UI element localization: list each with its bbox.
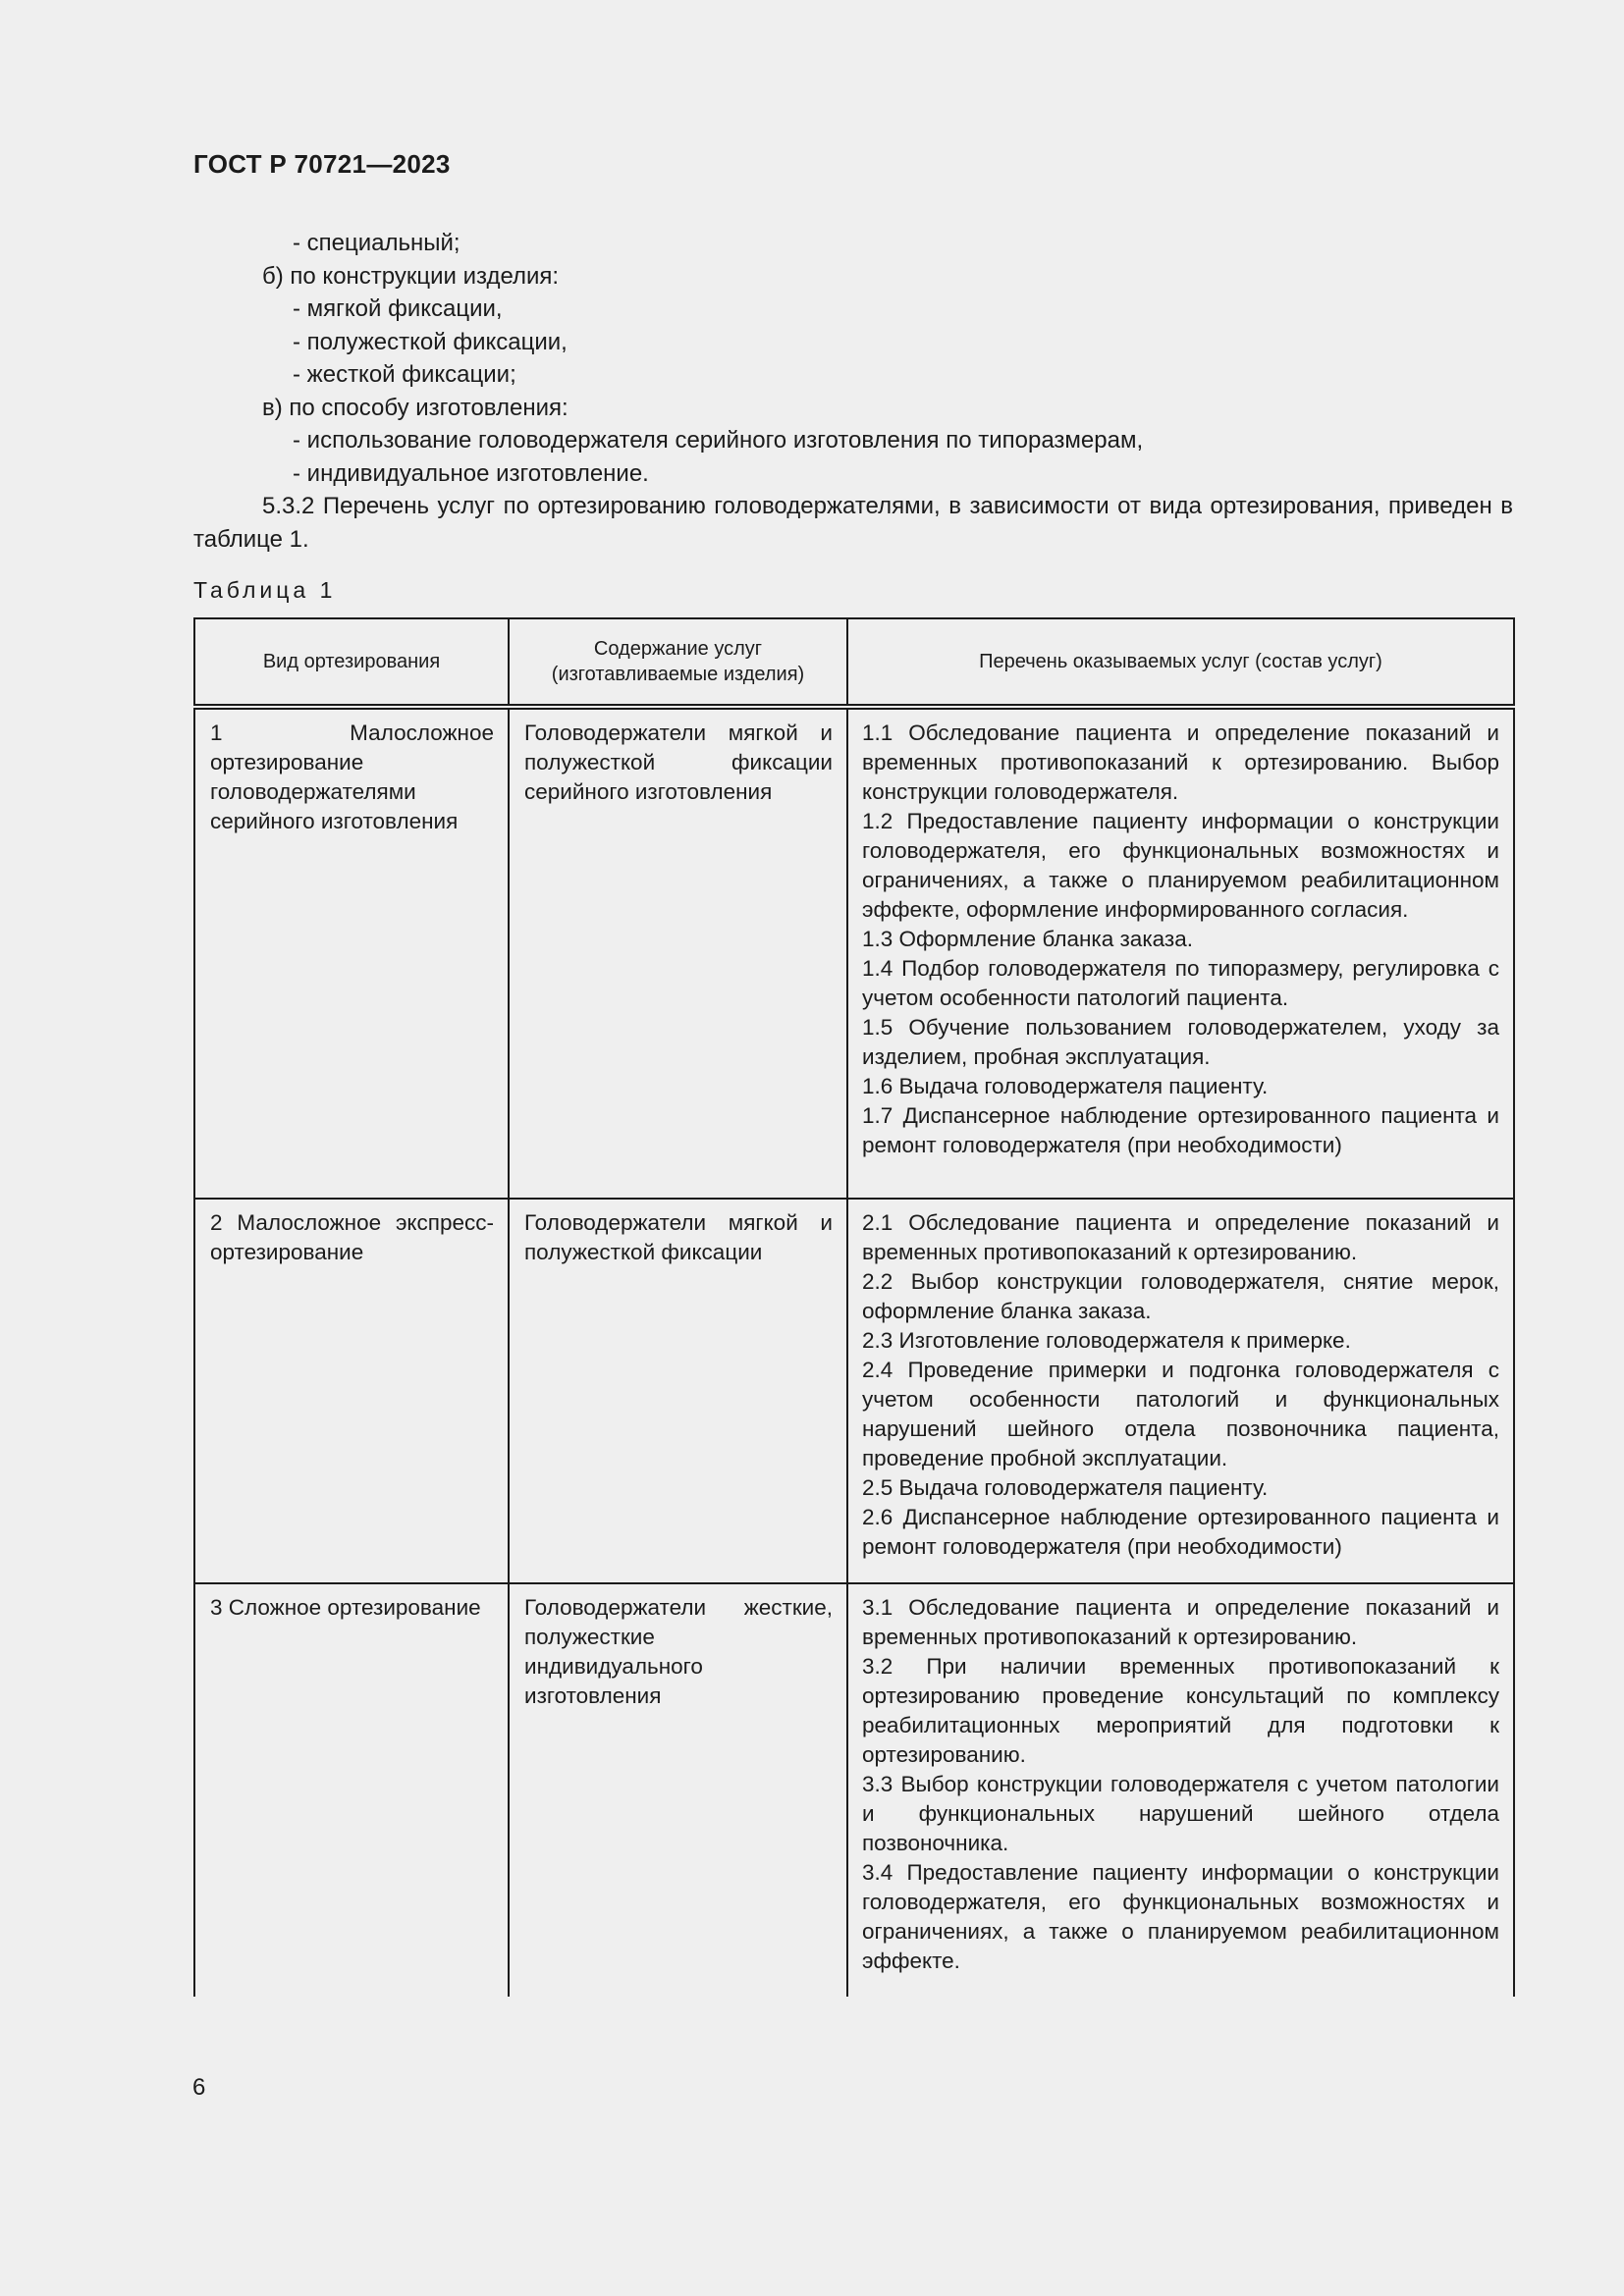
document-title: ГОСТ Р 70721—2023	[193, 149, 451, 179]
cell-content: Головодержатели мягкой и полужесткой фиксации серийного изготовления	[509, 707, 847, 1199]
cell-content: Головодержатели мягкой и полужесткой фиксации	[509, 1199, 847, 1583]
service-item: 1.1 Обследование пациента и определение показаний и временных противопоказаний к ортезированию. Выбор конструкции головодержателя.	[862, 721, 1499, 804]
cell-type: 2 Малосложное экспресс-ортезирование	[194, 1199, 509, 1583]
cell-type: 3 Сложное ортезирование	[194, 1583, 509, 1997]
table-row	[194, 1583, 1514, 1997]
service-item: 1.6 Выдача головодержателя пациенту.	[862, 1074, 1269, 1098]
service-item: 1.3 Оформление бланка заказа.	[862, 927, 1193, 951]
list-item: - жесткой фиксации;	[293, 361, 516, 388]
service-item: 2.2 Выбор конструкции головодержателя, снятие мерок, оформление бланка заказа.	[862, 1269, 1499, 1323]
list-item: - использование головодержателя серийного изготовления по типоразмерам,	[293, 427, 1144, 454]
service-item: 1.4 Подбор головодержателя по типоразмеру, регулировка с учетом особенности патологий пациента.	[862, 956, 1499, 1010]
list-item: - мягкой фиксации,	[293, 295, 503, 322]
service-item: 3.3 Выбор конструкции головодержателя с учетом патологии и функциональных нарушений шейного отдела позвоночника.	[862, 1772, 1499, 1855]
list-item: в) по способу изготовления:	[262, 394, 568, 421]
cell-content: Головодержатели жесткие, полужесткие индивидуального изготовления	[509, 1583, 847, 1997]
service-item: 2.4 Проведение примерки и подгонка головодержателя с учетом особенности патологий и функциональных нарушений шейного отдела позвоночника пациента, проведение пробной эксплуатации.	[862, 1358, 1499, 1470]
service-item: 1.5 Обучение пользованием головодержателем, уходу за изделием, пробная эксплуатация.	[862, 1015, 1499, 1069]
list-item: - специальный;	[293, 230, 460, 256]
page-number: 6	[192, 2074, 206, 2101]
cell-services	[847, 707, 1514, 1199]
header-content: Содержание услуг (изготавливаемые изделия)	[509, 618, 847, 707]
service-item: 1.2 Предоставление пациенту информации о конструкции головодержателя, его функциональных возможностях и ограничениях, а также о планируемом реабилитационном эффекте, оформление информированного согласия.	[862, 809, 1499, 922]
services-table	[193, 617, 1515, 1997]
service-item: 2.6 Диспансерное наблюдение ортезированного пациента и ремонт головодержателя (при необходимости)	[862, 1505, 1499, 1559]
service-item: 3.2 При наличии временных противопоказаний к ортезированию проведение консультаций по комплексу реабилитационных мероприятий для подготовки к ортезированию.	[862, 1654, 1499, 1767]
cell-services	[847, 1199, 1514, 1583]
cell-type: 1 Малосложное ортезирование головодержателями серийного изготовления	[194, 707, 509, 1199]
table-row	[194, 707, 1514, 1199]
header-services: Перечень оказываемых услуг (состав услуг)	[847, 618, 1514, 707]
service-item: 1.7 Диспансерное наблюдение ортезированного пациента и ремонт головодержателя (при необходимости)	[862, 1103, 1499, 1157]
list-item: - индивидуальное изготовление.	[293, 459, 649, 487]
table-row	[194, 1199, 1514, 1583]
list-item: б) по конструкции изделия:	[262, 262, 560, 290]
intro-text	[193, 227, 1513, 556]
cell-services	[847, 1583, 1514, 1997]
service-item: 2.3 Изготовление головодержателя к примерке.	[862, 1328, 1351, 1353]
service-item: 3.4 Предоставление пациенту информации о конструкции головодержателя, его функциональных возможностях и ограничениях, а также о планируемом реабилитационном эффекте.	[862, 1860, 1499, 1973]
list-item: - полужесткой фиксации,	[293, 328, 568, 355]
services-table-container	[193, 617, 1513, 1997]
service-item: 2.5 Выдача головодержателя пациенту.	[862, 1475, 1269, 1500]
paragraph-5-3-2: 5.3.2 Перечень услуг по ортезированию головодержателями, в зависимости от вида ортезирования, приведен в таблице 1.	[193, 493, 1513, 553]
service-item: 3.1 Обследование пациента и определение показаний и временных противопоказаний к ортезированию.	[862, 1595, 1499, 1649]
table-caption: Таблица 1	[193, 577, 337, 603]
table-header-row	[194, 618, 1514, 707]
header-type: Вид ортезирования	[194, 618, 509, 707]
service-item: 2.1 Обследование пациента и определение показаний и временных противопоказаний к ортезированию.	[862, 1210, 1499, 1264]
